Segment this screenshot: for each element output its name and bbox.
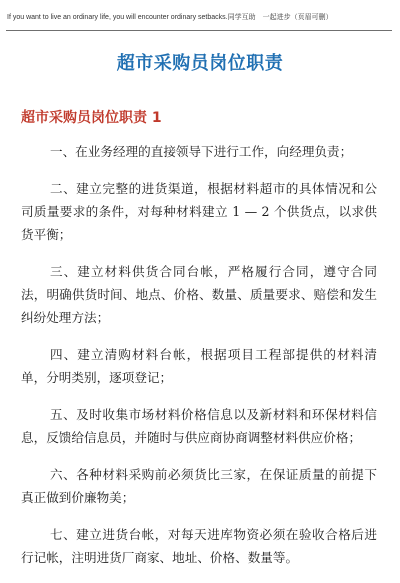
header-text: If you want to live an ordinary life, you will encounter ordinary setbacks.同学互助 一起进步（页眉可删） <box>7 14 333 21</box>
page-header <box>0 0 400 33</box>
paragraph: 五、及时收集市场材料价格信息以及新材料和环保材料信息，反馈给信息员，并随时与供应商协商调整材料供应价格； <box>21 407 377 445</box>
paragraph: 三、建立材料供货合同台帐，严格履行合同，遵守合同法，明确供货时间、地点、价格、数量、质量要求、赔偿和发生纠纷处理方法； <box>21 264 377 325</box>
paragraph: 七、建立进货台帐，对每天进库物资必须在验收合格后进行记帐，注明进货厂商家、地址、价格、数量等。 <box>21 527 377 565</box>
document-title: 超市采购员岗位职责 <box>116 53 284 74</box>
paragraph: 六、各种材料采购前必须货比三家，在保证质量的前提下真正做到价廉物美； <box>21 467 377 505</box>
paragraph: 四、建立清购材料台帐，根据项目工程部提供的材料清单，分明类别，逐项登记； <box>21 347 377 385</box>
header-divider <box>6 30 392 31</box>
section-heading: 超市采购员岗位职责 1 <box>21 110 162 126</box>
document-body <box>21 140 377 583</box>
paragraph: 二、建立完整的进货渠道，根据材料超市的具体情况和公司质量要求的条件，对每种材料建立 1 — 2 个供货点，以求供货平衡； <box>21 181 377 242</box>
paragraph: 一、在业务经理的直接领导下进行工作，向经理负责； <box>49 144 353 159</box>
